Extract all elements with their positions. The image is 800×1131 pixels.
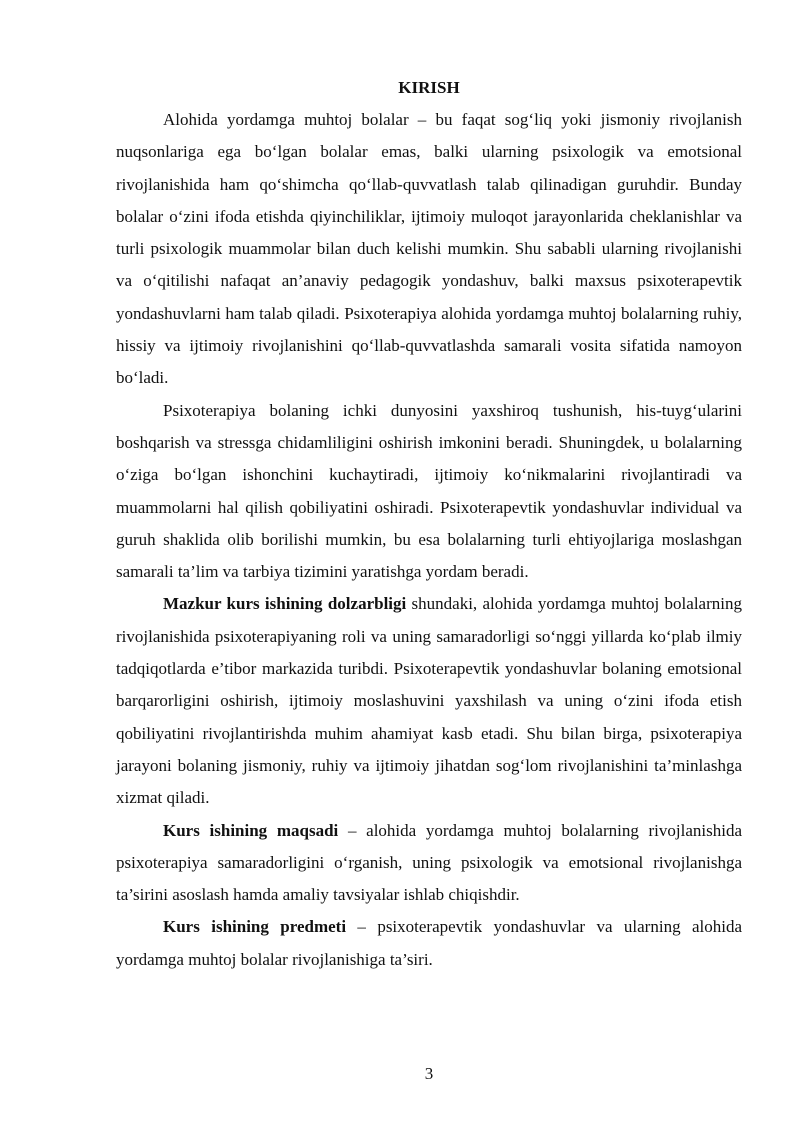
paragraph-text: shundaki, alohida yordamga muhtoj bolalarning rivojlanishida psixoterapiyaning roli va uning samaradorligi so‘nggi yillarda ko‘plab ilmiy tadqiqotlarda e’tibor markazida turibdi. Psixoterapevtik yondashuvlar bolaning emotsional barqarorligini oshirish, ijtimoiy moslashuvini yaxshilash va uning o‘zini ifoda etish qobiliyatini rivojlantirishda muhim ahamiyat kasb etadi. Shu bilan birga, psixoterapiya jarayoni bolaning jismoniy, ruhiy va ijtimoiy jihatdan sog‘lom rivojlanishini ta’minlashga xizmat qiladi. bbox=[116, 594, 742, 808]
paragraph-lead: Mazkur kurs ishining dolzarbligi bbox=[163, 594, 407, 614]
document-page bbox=[116, 72, 742, 976]
paragraph-lead: Kurs ishining maqsadi bbox=[163, 820, 339, 840]
page-title: KIRISH bbox=[398, 78, 460, 97]
paragraph-lead: Kurs ishining predmeti bbox=[163, 917, 347, 937]
paragraph-goal bbox=[116, 815, 742, 912]
paragraph-text: Psixoterapiya bolaning ichki dunyosini yaxshiroq tushunish, his-tuyg‘ularini boshqarish va stressga chidamliligini oshirish imkonini beradi. Shuningdek, u bolalarning o‘ziga bo‘lgan ishonchini kuchaytiradi, ijtimoiy ko‘nikmalarini rivojlantiradi va muammolarni hal qilish qobiliyatini oshiradi. Psixoterapevtik yondashuvlar individual va guruh shaklida olib borilishi mumkin, bu esa bolalarning turli ehtiyojlariga moslashgan samarali ta’lim va tarbiya tizimini yaratishga yordam beradi. bbox=[116, 400, 742, 582]
paragraph-text: – psixoterapevtik yondashuvlar va ularning alohida yordamga muhtoj bolalar rivojlanishiga ta’siri. bbox=[116, 917, 742, 969]
paragraph-text: – alohida yordamga muhtoj bolalarning rivojlanishida psixoterapiya samaradorligini o‘rganish, uning psixologik va emotsional rivojlanishga ta’sirini asoslash hamda amaliy tavsiyalar ishlab chiqishdir. bbox=[116, 820, 742, 905]
paragraph-subject bbox=[116, 911, 742, 976]
paragraph-psychotherapy bbox=[116, 395, 742, 589]
page-number: 3 bbox=[424, 1064, 434, 1083]
paragraph-text: Alohida yordamga muhtoj bolalar – bu faqat sog‘liq yoki jismoniy rivojlanish nuqsonlariga ega bo‘lgan bolalar emas, balki ularning psixologik va emotsional rivojlanishida ham qo‘shimcha qo‘llab-quvvatlash talab qilinadigan guruhdir. Bunday bolalar o‘zini ifoda etishda qiyinchiliklar, ijtimoiy muloqot jarayonlarida cheklanishlar va turli psixologik muammolar bilan duch kelishi mumkin. Shu sababli ularning rivojlanishi va o‘qitilishi nafaqat an’anaviy pedagogik yondashuv, balki maxsus psixoterapevtik yondashuvlarni ham talab qiladi. Psixoterapiya alohida yordamga muhtoj bolalarning ruhiy, hissiy va ijtimoiy rivojlanishini qo‘llab-quvvatlashda samarali vosita sifatida namoyon bo‘ladi. bbox=[116, 110, 742, 388]
paragraph-relevance bbox=[116, 588, 742, 814]
paragraph-intro bbox=[116, 104, 742, 395]
